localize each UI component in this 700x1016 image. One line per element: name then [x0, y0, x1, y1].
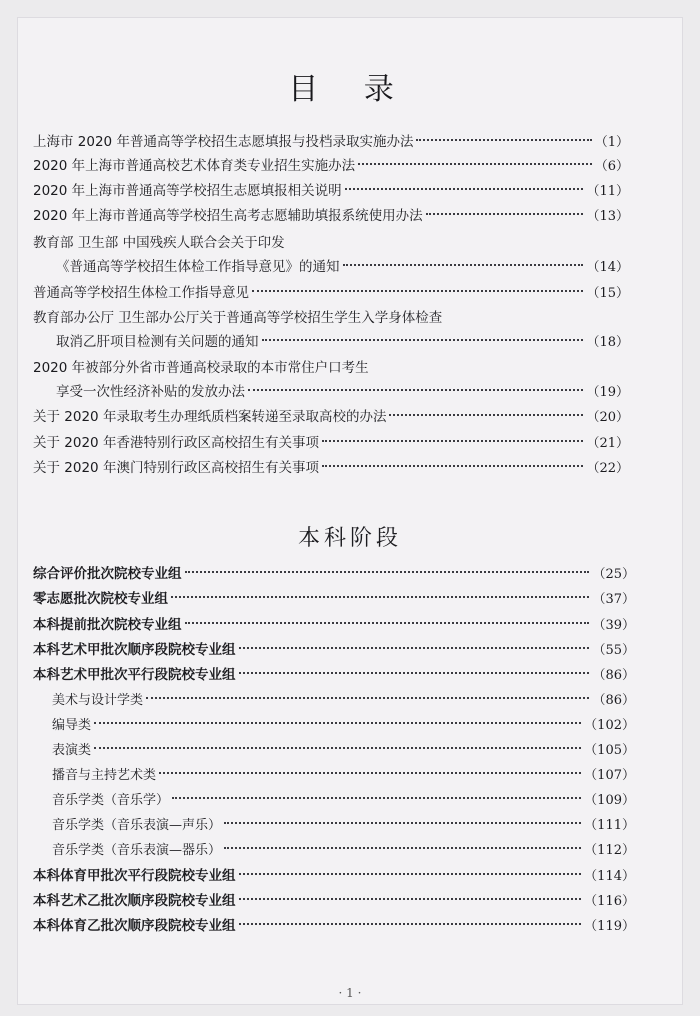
toc-entry-label: 享受一次性经济补贴的发放办法 [56, 384, 245, 400]
toc-subentry[interactable] [52, 741, 635, 761]
toc-entry[interactable] [33, 615, 635, 636]
toc-entry[interactable] [56, 382, 629, 403]
toc-entry-label: 零志愿批次院校专业组 [33, 591, 168, 607]
toc-entry-label: 播音与主持艺术类 [52, 768, 157, 783]
toc-leader [185, 622, 590, 624]
toc-entry-label: 本科体育甲批次平行段院校专业组 [33, 868, 236, 884]
toc-entry[interactable] [33, 156, 629, 177]
toc-entry-label: 普通高等学校招生体检工作指导意见 [33, 285, 249, 301]
toc-leader [239, 672, 590, 674]
toc-entry-label: 编导类 [52, 718, 92, 733]
toc-leader [239, 647, 590, 649]
toc-entry[interactable] [33, 433, 629, 454]
toc-subentry[interactable] [52, 691, 635, 711]
toc-entry-page: （6） [594, 159, 629, 174]
toc-leader [343, 264, 584, 266]
toc-entry-label: 2020 年上海市普通高校艺术体育类专业招生实施办法 [33, 158, 356, 174]
toc-entry-page: （20） [586, 410, 629, 425]
toc-entry-page: （37） [592, 592, 635, 607]
toc-entry[interactable] [56, 257, 629, 278]
toc-subentry[interactable] [52, 716, 635, 736]
toc-leader [262, 339, 584, 341]
toc-entry-label: 2020 年上海市普通高等学校招生志愿填报相关说明 [33, 183, 342, 199]
toc-entry-label: 表演类 [52, 743, 92, 758]
toc-entry-page: （14） [586, 260, 629, 275]
toc-entry[interactable] [56, 332, 629, 353]
toc-entry-page: （39） [592, 618, 635, 633]
toc-entry-page: （22） [586, 461, 629, 476]
toc-leader [345, 188, 584, 190]
toc-entry-page: （25） [592, 567, 635, 582]
toc-leader [239, 873, 582, 875]
toc-entry-page: （111） [584, 818, 635, 833]
toc-entry[interactable] [33, 206, 629, 227]
toc-entry-label: 教育部办公厅 卫生部办公厅关于普通高等学校招生学生入学身体检查 [33, 310, 443, 326]
toc-leader [248, 389, 583, 391]
toc-entry-label: 综合评价批次院校专业组 [33, 566, 182, 582]
toc-entry-label: 音乐学类（音乐表演—声乐） [52, 818, 222, 833]
toc-entry-page: （105） [584, 743, 635, 758]
toc-leader [322, 465, 584, 467]
toc-entry[interactable] [33, 916, 635, 937]
toc-entry-label: 本科艺术乙批次顺序段院校专业组 [33, 893, 236, 909]
toc-entry-page: （1） [594, 135, 629, 150]
toc-leader [94, 722, 581, 724]
toc-entry-label: 本科艺术甲批次顺序段院校专业组 [33, 642, 236, 658]
toc-entry-page: （107） [584, 768, 635, 783]
toc-entry-label: 本科体育乙批次顺序段院校专业组 [33, 918, 236, 934]
toc-entry-page: （13） [586, 209, 629, 224]
toc-leader [322, 440, 584, 442]
toc-entry[interactable] [33, 564, 635, 585]
toc-leader [358, 163, 592, 165]
page-title: 目 录 [288, 72, 412, 107]
toc-entry-label: 音乐学类（音乐表演—器乐） [52, 843, 222, 858]
toc-entry-label: 音乐学类（音乐学） [52, 793, 170, 808]
toc-entry-page: （112） [584, 843, 635, 858]
toc-entry-label: 关于 2020 年澳门特别行政区高校招生有关事项 [33, 460, 319, 476]
toc-leader [426, 213, 584, 215]
toc-leader [94, 747, 581, 749]
toc-leader [224, 822, 581, 824]
toc-entry[interactable] [33, 665, 635, 686]
toc-entry[interactable] [33, 283, 629, 304]
toc-leader [171, 596, 589, 598]
toc-leader [252, 290, 583, 292]
toc-entry-page: （109） [584, 793, 635, 808]
toc-subentry[interactable] [52, 766, 635, 786]
toc-entry[interactable] [33, 866, 635, 887]
toc-entry-label: 本科提前批次院校专业组 [33, 617, 182, 633]
toc-leader [224, 847, 581, 849]
toc-entry-label: 关于 2020 年录取考生办理纸质档案转递至录取高校的办法 [33, 409, 387, 425]
toc-entry[interactable] [33, 132, 629, 153]
toc-entry[interactable] [33, 589, 635, 610]
toc-entry[interactable] [33, 407, 629, 428]
toc-leader [239, 898, 582, 900]
toc-leader [146, 697, 589, 699]
toc-entry[interactable] [33, 181, 629, 202]
toc-entry-label: 关于 2020 年香港特别行政区高校招生有关事项 [33, 435, 319, 451]
toc-entry-page: （119） [584, 919, 635, 934]
toc-entry-label: 教育部 卫生部 中国残疾人联合会关于印发 [33, 235, 285, 251]
toc-leader [389, 414, 583, 416]
toc-leader [416, 139, 591, 141]
toc-leader [159, 772, 581, 774]
toc-entry-page: （21） [586, 436, 629, 451]
toc-entry-page: （86） [592, 693, 635, 708]
toc-entry-page: （86） [592, 668, 635, 683]
toc-entry[interactable] [33, 640, 635, 661]
toc-entry-page: （55） [592, 643, 635, 658]
toc-entry-label: 取消乙肝项目检测有关问题的通知 [56, 334, 259, 350]
toc-entry-label: 2020 年被部分外省市普通高校录取的本市常住户口考生 [33, 360, 369, 376]
toc-entry-page: （102） [584, 718, 635, 733]
toc-entry-heading[interactable] [33, 308, 629, 328]
toc-entry-heading[interactable] [33, 233, 629, 253]
toc-entry-page: （114） [584, 869, 635, 884]
toc-entry-page: （15） [586, 286, 629, 301]
toc-entry[interactable] [33, 891, 635, 912]
toc-leader [172, 797, 581, 799]
toc-entry-label: 美术与设计学类 [52, 693, 144, 708]
toc-subentry[interactable] [52, 791, 635, 811]
toc-entry-label: 本科艺术甲批次平行段院校专业组 [33, 667, 236, 683]
toc-entry-page: （11） [586, 184, 629, 199]
page-number: · 1 · [338, 986, 362, 1000]
toc-leader [185, 571, 590, 573]
toc-entry-label: 《普通高等学校招生体检工作指导意见》的通知 [56, 259, 340, 275]
toc-entry-page: （19） [586, 385, 629, 400]
toc-subentry[interactable] [52, 816, 635, 836]
toc-subentry[interactable] [52, 841, 635, 861]
toc-entry-heading[interactable] [33, 358, 629, 378]
toc-leader [239, 923, 582, 925]
toc-entry[interactable] [33, 458, 629, 479]
toc-entry-label: 上海市 2020 年普通高等学校招生志愿填报与投档录取实施办法 [33, 134, 414, 150]
toc-entry-page: （18） [586, 335, 629, 350]
toc-entry-label: 2020 年上海市普通高等学校招生高考志愿辅助填报系统使用办法 [33, 208, 423, 224]
toc-entry-page: （116） [584, 894, 635, 909]
section-title: 本科阶段 [297, 526, 402, 551]
